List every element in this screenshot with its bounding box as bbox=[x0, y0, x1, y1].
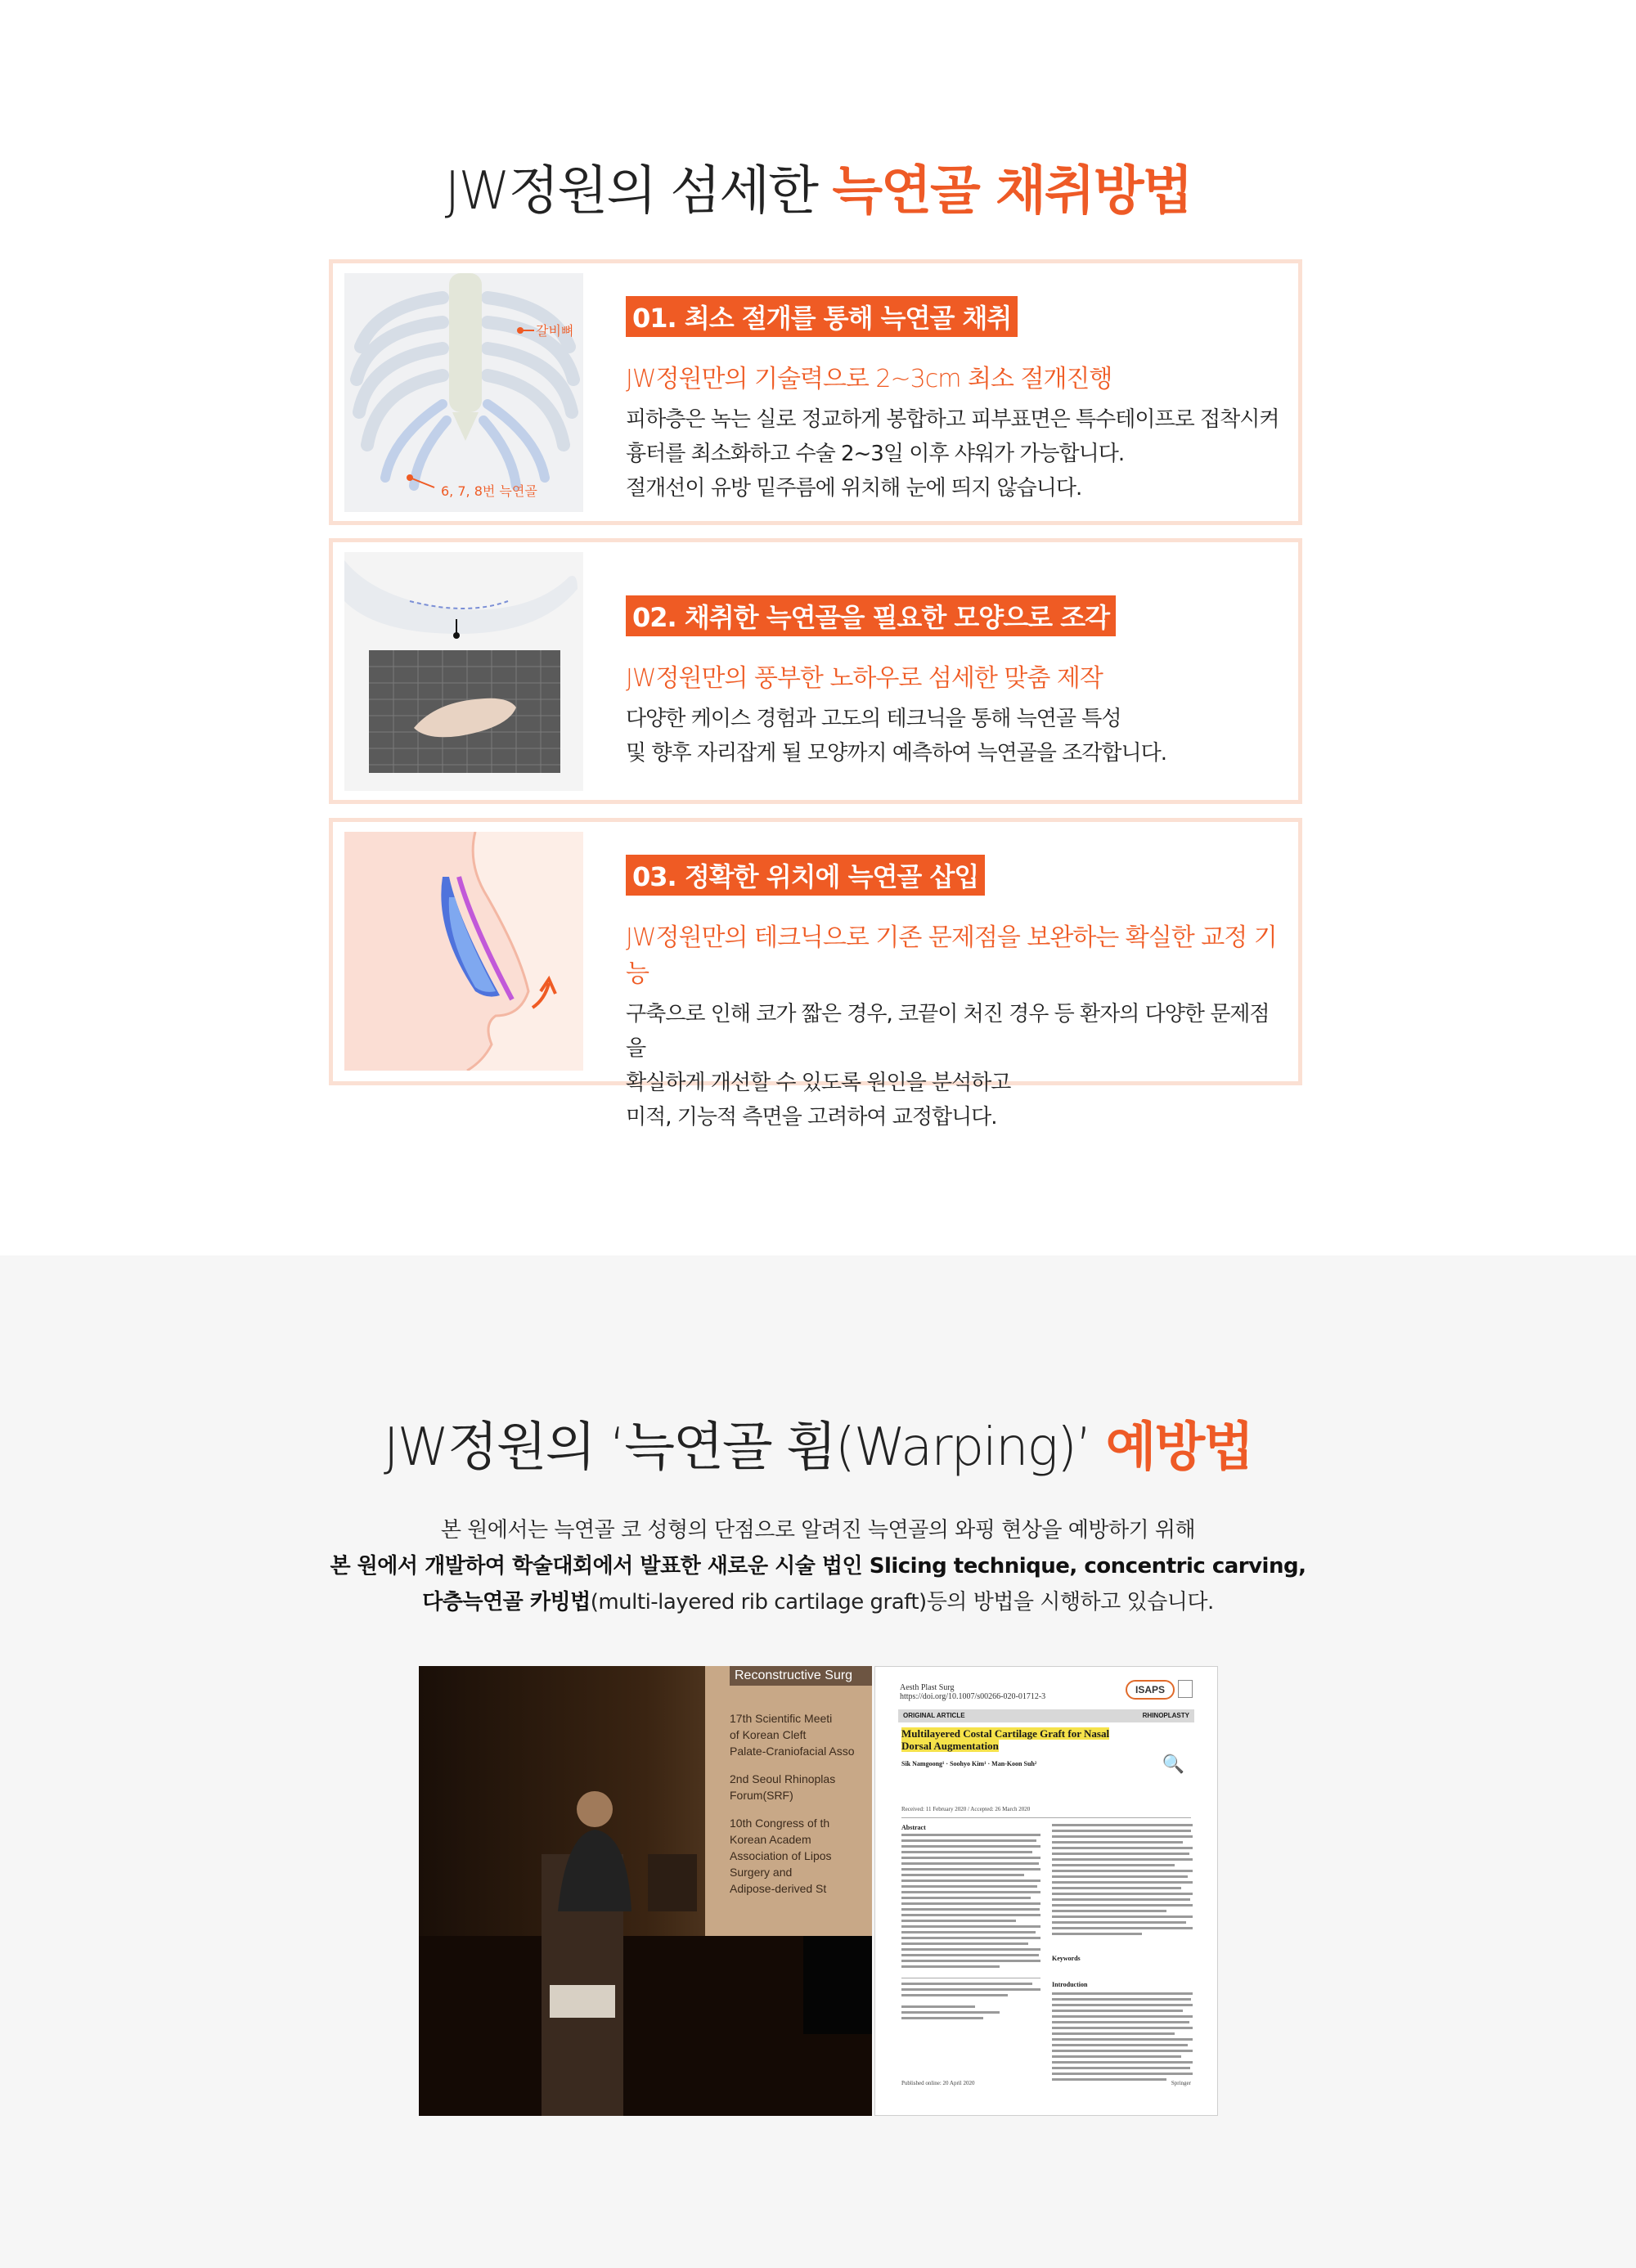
description-line: 미적, 기능적 측면을 고려하여 교정합니다. bbox=[626, 1105, 997, 1130]
banner-line: Forum(SRF) bbox=[730, 1789, 793, 1802]
intro-highlight: 다층늑연골 카빙법 bbox=[422, 1590, 591, 1615]
journal-header bbox=[900, 1683, 1045, 1701]
journal-doi: https://doi.org/10.1007/s00266-020-01712-3 bbox=[900, 1692, 1046, 1701]
step-subtitle: JW정원만의 테크닉으로 기존 문제점을 보완하는 확실한 교정 기능 bbox=[626, 923, 1277, 988]
step-card-2-text bbox=[626, 595, 1282, 770]
step-subtitle: JW정원만의 기술력으로 2~3cm 최소 절개진행 bbox=[626, 365, 1112, 393]
step-title: 02. 채취한 늑연골을 필요한 모양으로 조각 bbox=[626, 595, 1116, 636]
article-title-text: Multilayered Costal Cartilage Graft for Nasal Dorsal Augmentation bbox=[901, 1727, 1110, 1752]
description-line: 피하층은 녹는 실로 정교하게 봉합하고 피부표면은 특수테이프로 접착시켜 bbox=[626, 407, 1279, 432]
journal-name: Aesth Plast Surg bbox=[900, 1683, 955, 1692]
cartilage-carving-illustration bbox=[344, 552, 583, 791]
category-right: RHINOPLASTY bbox=[1142, 1712, 1189, 1719]
step-card-1 bbox=[329, 259, 1302, 525]
step-description bbox=[626, 402, 1282, 505]
isaps-logo: ISAPS bbox=[1126, 1680, 1175, 1700]
journal-crest-icon bbox=[1178, 1680, 1193, 1698]
section1-title bbox=[0, 149, 1636, 224]
banner-line: Association of Lipos bbox=[730, 1849, 832, 1862]
abstract-heading: Abstract bbox=[901, 1824, 926, 1831]
description-line: 흉터를 최소화하고 수술 2~3일 이후 샤워가 가능합니다. bbox=[626, 442, 1125, 466]
step-subtitle: JW정원만의 풍부한 노하우로 섬세한 맞춤 제작 bbox=[626, 664, 1103, 693]
description-line: 다양한 케이스 경험과 고도의 테크닉을 통해 늑연골 특성 bbox=[626, 707, 1121, 731]
banner-line: 2nd Seoul Rhinoplas bbox=[730, 1772, 836, 1785]
right-column-text-lines bbox=[1052, 1824, 1193, 1947]
banner-line: Korean Academ bbox=[730, 1833, 811, 1846]
section2-title bbox=[0, 1405, 1636, 1480]
section1-title-main: JW정원의 섬세한 bbox=[444, 161, 833, 222]
step-card-3 bbox=[329, 818, 1302, 1130]
section2-title-accent: 예방법 bbox=[1105, 1417, 1253, 1478]
banner-line: Reconstructive Surg bbox=[730, 1666, 872, 1686]
published-date: Published online: 20 April 2020 bbox=[901, 2080, 975, 2086]
nose-profile-illustration bbox=[344, 832, 583, 1071]
intro-line: 본 원에서는 늑연골 코 성형의 단점으로 알려진 늑연골의 와핑 현상을 예방하기 위해 bbox=[440, 1518, 1196, 1543]
banner-line: Surgery and bbox=[730, 1866, 793, 1879]
section2-intro bbox=[0, 1512, 1636, 1620]
step-title: 01. 최소 절개를 통해 늑연골 채취 bbox=[626, 296, 1018, 337]
journal-article-image bbox=[874, 1666, 1218, 2116]
step-description bbox=[626, 702, 1282, 770]
intro-highlight: 본 원에서 개발하여 학술대회에서 발표한 새로운 시술 법 bbox=[330, 1554, 843, 1579]
description-line: 구축으로 인해 코가 짧은 경우, 코끝이 처진 경우 등 환자의 다양한 문제점을 bbox=[626, 1002, 1270, 1061]
article-title bbox=[901, 1727, 1130, 1752]
banner-line: Palate-Craniofacial Asso bbox=[730, 1745, 855, 1758]
magnifier-icon: 🔍 bbox=[1162, 1754, 1184, 1774]
step-card-2 bbox=[329, 538, 1302, 804]
keywords-heading: Keywords bbox=[1052, 1955, 1081, 1962]
category-left: ORIGINAL ARTICLE bbox=[903, 1712, 965, 1719]
divider bbox=[901, 1817, 1191, 1818]
intro-text: (multi-layered rib cartilage graft)등의 방법을 시행하고 있습니다. bbox=[590, 1590, 1214, 1615]
ribcage-illustration bbox=[344, 273, 583, 512]
step-title: 03. 정확한 위치에 늑연골 삽입 bbox=[626, 855, 985, 896]
step-card-1-text bbox=[626, 296, 1282, 505]
step-card-3-text bbox=[626, 855, 1282, 1134]
banner-line: Adipose-derived St bbox=[730, 1882, 827, 1895]
cartilage-label: 6, 7, 8번 늑연골 bbox=[441, 483, 537, 499]
article-received: Received: 11 February 2020 / Accepted: 26 March 2020 bbox=[901, 1806, 1031, 1812]
description-line: 확실하게 개선할 수 있도록 원인을 분석하고 bbox=[626, 1071, 1011, 1095]
introduction-text-lines bbox=[1052, 1992, 1193, 2091]
description-line: 및 향후 자리잡게 될 모양까지 예측하여 늑연골을 조각합니다. bbox=[626, 741, 1167, 766]
abstract-text-lines bbox=[901, 1834, 1040, 2030]
introduction-heading: Introduction bbox=[1052, 1981, 1088, 1988]
conference-photo bbox=[419, 1666, 872, 2116]
step-description bbox=[626, 997, 1282, 1134]
article-authors: Sik Namgoong¹ · Soohyo Kim¹ · Man-Koon Suh² bbox=[901, 1760, 1037, 1767]
category-bar bbox=[898, 1709, 1194, 1722]
publisher-logo: Springer bbox=[1171, 2080, 1191, 2086]
intro-line bbox=[0, 1584, 1636, 1620]
section1-title-accent: 늑연골 채취방법 bbox=[832, 161, 1192, 222]
banner-line: 10th Congress of th bbox=[730, 1817, 830, 1830]
section2-title-main: JW정원의 ‘늑연골 휨(Warping)’ bbox=[383, 1417, 1106, 1478]
banner-line: of Korean Cleft bbox=[730, 1728, 807, 1741]
intro-line bbox=[0, 1548, 1636, 1584]
conference-banner bbox=[730, 1666, 872, 1897]
rib-label: 갈비뼈 bbox=[536, 323, 574, 339]
banner-line: 17th Scientific Meeti bbox=[730, 1712, 833, 1725]
description-line: 절개선이 유방 밑주름에 위치해 눈에 띄지 않습니다. bbox=[626, 476, 1082, 501]
intro-technique-list: 인 Slicing technique, concentric carving, bbox=[842, 1554, 1306, 1579]
